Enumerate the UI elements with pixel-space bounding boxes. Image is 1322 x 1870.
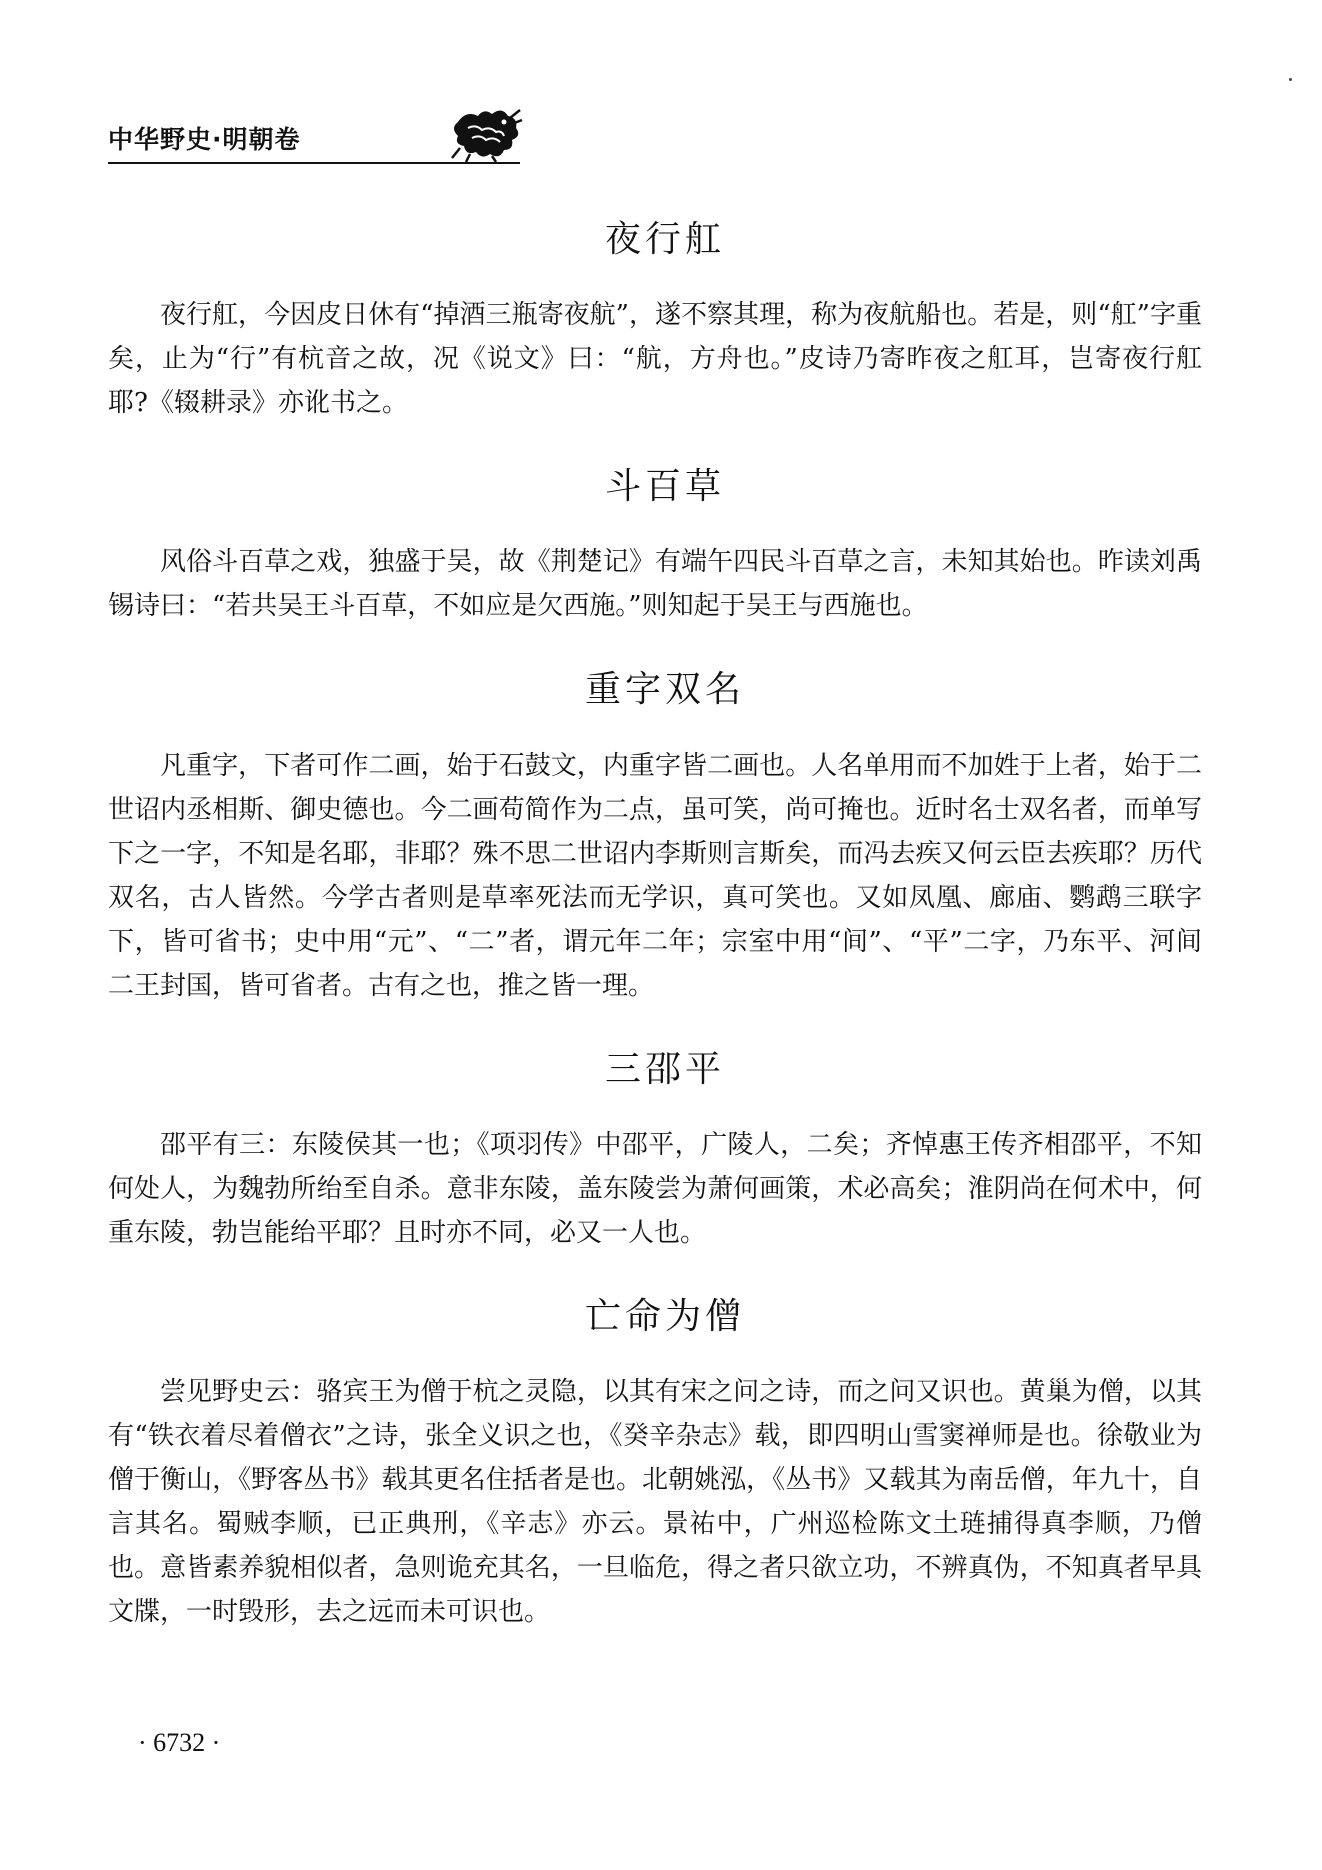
article: [108, 1295, 1202, 1634]
page-number: · 6732 ·: [138, 1728, 221, 1757]
article-title: 亡命为僧: [584, 1295, 745, 1337]
running-title: 中华野史·明朝卷: [108, 125, 301, 154]
article-title: 夜行舡: [604, 219, 725, 260]
article-title: 重字双名: [584, 669, 745, 711]
page-header: [108, 104, 520, 164]
content: [108, 218, 1202, 1674]
scan-speck: [1289, 78, 1292, 81]
article: [108, 465, 1202, 628]
article: [108, 668, 1202, 1007]
dragon-icon: [446, 104, 524, 162]
article-body: 尝见野史云：骆宾王为僧于杭之灵隐，以其有宋之问之诗，而之问又识也。黄巢为僧，以其有“铁衣着尽着僧衣”之诗，张全义识之也，《癸辛杂志》载，即四明山雪窦禅师是也。徐敬业为僧于衡山，《野客丛书》载其更名住括者是也。北朝姚泓，《丛书》又载其为南岳僧，年九十，自言其名。蜀贼李顺，已正典刑，《辛志》亦云。景祐中，广州巡检陈文土琏捕得真李顺，乃僧也。意皆素养貌相似者，急则诡充其名，一旦临危，得之者只欲立功，不辨真伪，不知真者早具文牒，一时毁形，去之远而未可识也。: [108, 1376, 1202, 1627]
article-title: 斗百草: [604, 466, 725, 508]
article-body: 凡重字，下者可作二画，始于石鼓文，内重字皆二画也。人名单用而不加姓于上者，始于二世诏内丞相斯、御史德也。今二画苟简作为二点，虽可笑，尚可掩也。近时名士双名者，而单写下之一字，不知是名耶，非耶？殊不思二世诏内李斯则言斯矣，而冯去疾又何云臣去疾耶？历代双名，古人皆然。今学古者则是草率死法而无学识，真可笑也。又如凤凰、廊庙、鹦鹉三联字下，皆可省书；史中用“元”、“二”者，谓元年二年；宗室中用“间”、“平”二字，乃东平、河间二王封国，皆可省者。古有之也，推之皆一理。: [108, 750, 1202, 1001]
article-body: 邵平有三：东陵侯其一也；《项羽传》中邵平，广陵人，二矣；齐悼惠王传齐相邵平，不知何处人，为魏勃所绐至自杀。意非东陵，盖东陵尝为萧何画策，术必高矣；淮阴尚在何术中，何重东陵，勃岂能绐平耶？且时亦不同，必又一人也。: [108, 1129, 1202, 1248]
article-title: 三邵平: [604, 1048, 725, 1090]
article-body: 风俗斗百草之戏，独盛于吴，故《荆楚记》有端午四民斗百草之言，未知其始也。昨读刘禹锡诗曰：“若共吴王斗百草，不如应是欠西施。”则知起于吴王与西施也。: [108, 547, 1202, 622]
article: [108, 218, 1202, 425]
article-body: 夜行舡，今因皮日休有“掉酒三瓶寄夜航”，遂不察其理，称为夜航船也。若是，则“舡”字重矣，止为“行”有杭音之故，况《说文》曰：“航，方舟也。”皮诗乃寄昨夜之舡耳，岂寄夜行舡耶?《辍耕录》亦讹书之。: [108, 300, 1202, 419]
article: [108, 1048, 1202, 1255]
